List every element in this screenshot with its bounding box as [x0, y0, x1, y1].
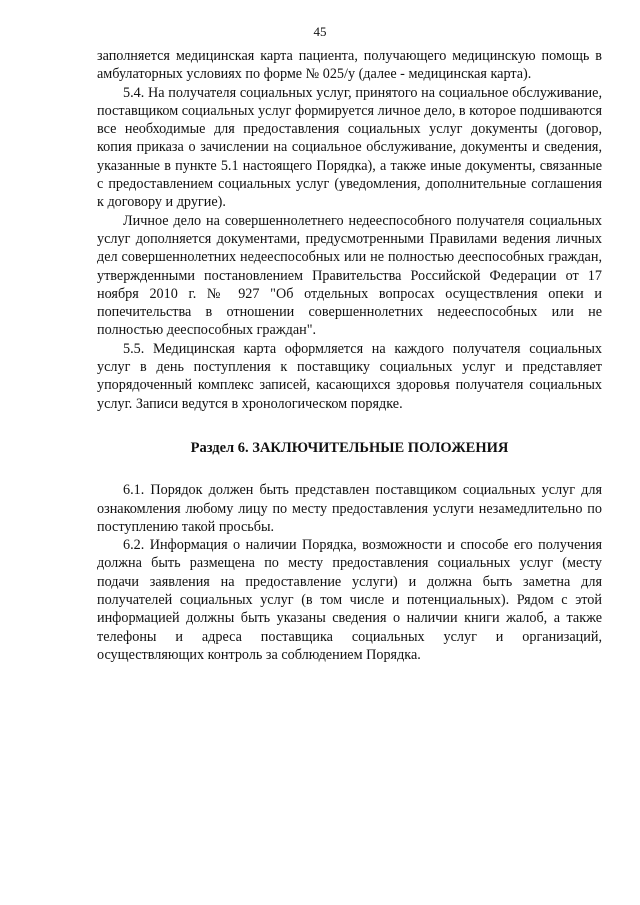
section-heading: Раздел 6. ЗАКЛЮЧИТЕЛЬНЫЕ ПОЛОЖЕНИЯ	[190, 439, 509, 456]
page-number: 45	[313, 24, 327, 39]
document-body	[97, 47, 602, 664]
paragraph-6-2: 6.2. Информация о наличии Порядка, возможности и способе его получения должна быть размещена по месту предоставления социальных услуг (месту подачи заявления на предоставление услуги) и должна быть заметна для получателей социальных услуг (в том числе и потенциальных). Рядом с этой информацией должны быть указаны сведения о наличии книги жалоб, а также телефоны и адреса поставщика социальных услуг и организаций, осуществляющих контроль за соблюдением Порядка.	[97, 537, 602, 663]
paragraph-personal-file: Личное дело на совершеннолетнего недееспособного получателя социальных услуг дополняется документами, предусмотренными Правилами ведения личных дел совершеннолетних недееспособных или не полностью дееспособных граждан, утвержденными постановлением Правительства Российской Федерации от 17 ноября 2010 г. № 927 "Об отдельных вопросах осуществления опеки и попечительства в отношении совершеннолетних недееспособных или не полностью дееспособных граждан".	[97, 212, 602, 339]
paragraph-5-5: 5.5. Медицинская карта оформляется на каждого получателя социальных услуг в день поступления к поставщику социальных услуг и представляет упорядоченный комплекс записей, касающихся здоровья получателя социальных услуг. Записи ведутся в хронологическом порядке.	[97, 340, 602, 412]
paragraph-6-1: 6.1. Порядок должен быть представлен поставщиком социальных услуг для ознакомления любому лицу по месту предоставления услуги незамедлительно по поступлению такой просьбы.	[97, 482, 602, 535]
paragraph-5-4: 5.4. На получателя социальных услуг, принятого на социальное обслуживание, поставщиком социальных услуг формируется личное дело, в которое подшиваются все необходимые для предоставления социальных услуг документы (договор, копия приказа о зачислении на социальное обслуживание, документы и сведения, указанные в пункте 5.1 настоящего Порядка), а также иные документы, связанные с предоставлением социальных услуг (уведомления, дополнительные соглашения к договору и другие).	[97, 84, 602, 211]
paragraph-medical-card-continuation: заполняется медицинская карта пациента, получающего медицинскую помощь в амбулаторных условиях по форме № 025/у (далее - медицинская карта).	[97, 48, 602, 83]
